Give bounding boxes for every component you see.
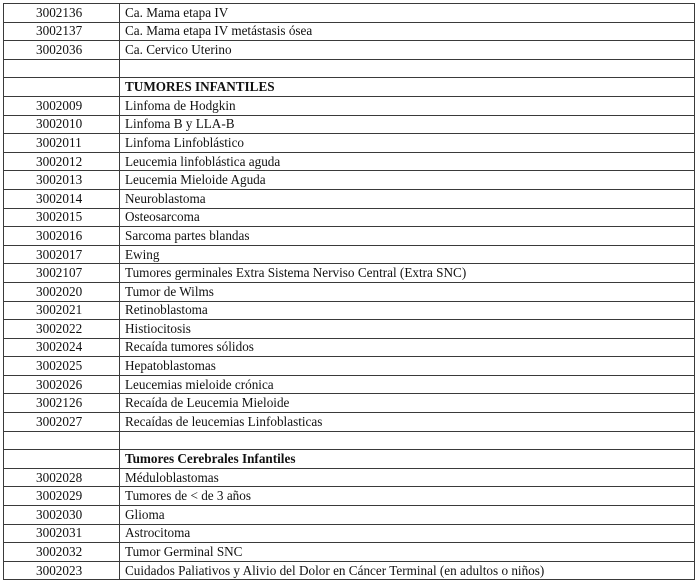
code-cell: 3002012 [4,152,120,171]
description-cell: Cuidados Paliativos y Alivio del Dolor en Cáncer Terminal (en adultos o niños) [120,561,695,580]
description-cell: Recaída tumores sólidos [120,338,695,357]
description-cell: Tumor Germinal SNC [120,543,695,562]
table-row [4,4,695,23]
table-row [4,282,695,301]
description-cell: Linfoma B y LLA-B [120,115,695,134]
code-cell: 3002126 [4,394,120,413]
code-cell: 3002028 [4,468,120,487]
description-cell: Recaídas de leucemias Linfoblasticas [120,413,695,432]
description-cell: Tumores germinales Extra Sistema Nerviso Central (Extra SNC) [120,264,695,283]
description-cell: Histiocitosis [120,320,695,339]
empty-cell [120,59,695,78]
code-cell: 3002011 [4,134,120,153]
code-cell: 3002016 [4,227,120,246]
description-cell: Linfoma Linfoblástico [120,134,695,153]
description-cell: Ca. Mama etapa IV metástasis ósea [120,22,695,41]
table-body [4,4,695,580]
blank-row [4,431,695,450]
table-row [4,561,695,580]
table-row [4,115,695,134]
code-cell: 3002013 [4,171,120,190]
description-cell: Ca. Mama etapa IV [120,4,695,23]
description-cell: Tumores de < de 3 años [120,487,695,506]
table-row [4,264,695,283]
description-cell: Ca. Cervico Uterino [120,41,695,60]
table-row [4,394,695,413]
description-cell: Glioma [120,506,695,525]
table-row [4,338,695,357]
table-row [4,152,695,171]
section-heading-row [4,450,695,469]
table-row [4,375,695,394]
code-cell: 3002027 [4,413,120,432]
code-cell: 3002025 [4,357,120,376]
description-cell: Sarcoma partes blandas [120,227,695,246]
code-cell: 3002107 [4,264,120,283]
table-row [4,506,695,525]
table-row [4,301,695,320]
table-row [4,171,695,190]
description-cell: Neuroblastoma [120,189,695,208]
table-row [4,487,695,506]
description-cell: Astrocitoma [120,524,695,543]
table-row [4,468,695,487]
table-row [4,134,695,153]
description-cell: Leucemia Mieloide Aguda [120,171,695,190]
code-cell: 3002036 [4,41,120,60]
table-row [4,320,695,339]
description-cell: Tumor de Wilms [120,282,695,301]
empty-cell [4,431,120,450]
table-row [4,413,695,432]
code-cell: 3002009 [4,96,120,115]
description-cell: Retinoblastoma [120,301,695,320]
section-heading-row [4,78,695,97]
description-cell: Osteosarcoma [120,208,695,227]
table-row [4,41,695,60]
code-table [3,3,695,580]
code-cell: 3002017 [4,245,120,264]
table-row [4,245,695,264]
table-row [4,96,695,115]
code-cell: 3002022 [4,320,120,339]
table-row [4,208,695,227]
code-cell: 3002026 [4,375,120,394]
empty-cell [4,450,120,469]
code-cell: 3002023 [4,561,120,580]
code-cell: 3002015 [4,208,120,227]
code-cell: 3002029 [4,487,120,506]
table-row [4,357,695,376]
code-cell: 3002020 [4,282,120,301]
code-cell: 3002014 [4,189,120,208]
description-cell: Recaída de Leucemia Mieloide [120,394,695,413]
description-cell: Linfoma de Hodgkin [120,96,695,115]
table-row [4,227,695,246]
empty-cell [120,431,695,450]
code-cell: 3002137 [4,22,120,41]
empty-cell [4,59,120,78]
table-row [4,543,695,562]
description-cell: Leucemia linfoblástica aguda [120,152,695,171]
code-cell: 3002030 [4,506,120,525]
table-row [4,189,695,208]
description-cell: Hepatoblastomas [120,357,695,376]
section-heading: Tumores Cerebrales Infantiles [120,450,695,469]
description-cell: Ewing [120,245,695,264]
code-cell: 3002032 [4,543,120,562]
description-cell: Leucemias mieloide crónica [120,375,695,394]
code-cell: 3002031 [4,524,120,543]
table-row [4,524,695,543]
code-cell: 3002021 [4,301,120,320]
table-row [4,22,695,41]
blank-row [4,59,695,78]
empty-cell [4,78,120,97]
code-cell: 3002010 [4,115,120,134]
code-cell: 3002136 [4,4,120,23]
code-cell: 3002024 [4,338,120,357]
section-heading: TUMORES INFANTILES [120,78,695,97]
description-cell: Méduloblastomas [120,468,695,487]
